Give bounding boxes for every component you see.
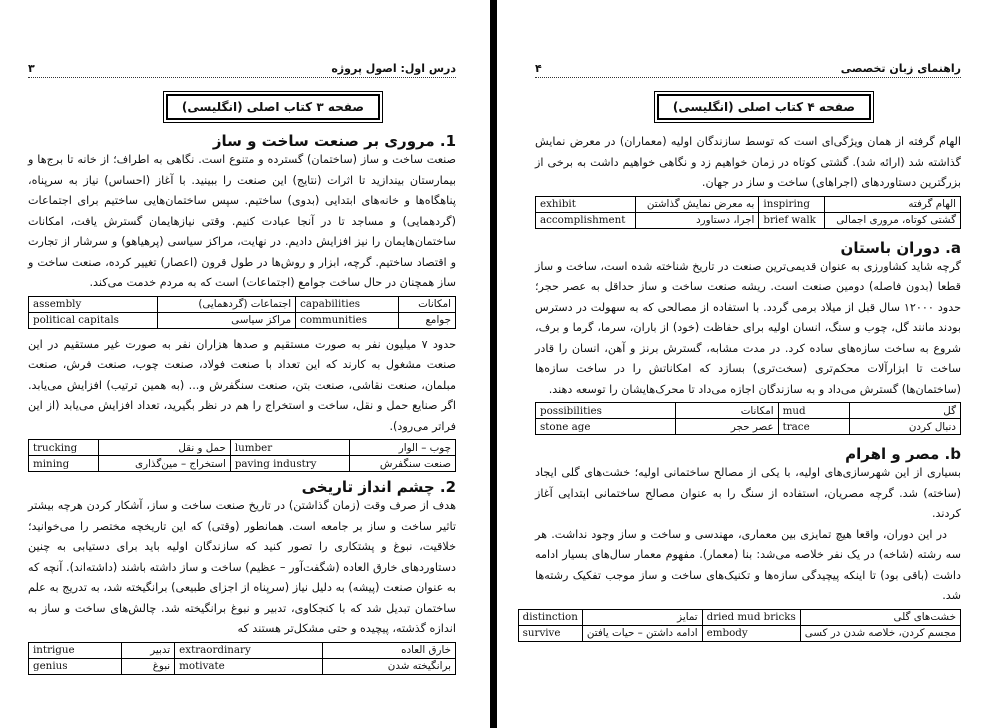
left-page <box>0 0 490 728</box>
vocab-table <box>28 296 456 329</box>
vocab-fa: تدبیر <box>122 642 175 658</box>
vocab-en: capabilities <box>296 296 399 312</box>
vocab-en: genius <box>29 658 122 674</box>
left-book-page-box: صفحه ۳ کتاب اصلی (انگلیسی) <box>166 94 380 120</box>
section-paragraph: حدود ۷ میلیون نفر به صورت مستقیم و صدها هزاران نفر به صورت غیر مستقیم در این صنعت مشغول به کارند که این تعداد با صنعت فولاد، صنعت چوب، صنعت فرش، صنعت مبلمان، صنعت نقاشی، صنعت بتن، صنعت سنگفرش و... (به همین ترتیب) افزایش می‌یابد. اگر صنایع حمل و نقل، ساخت و استخراج را هم در نظر بگیرید، تعداد افزایش می‌یابد (از این فراتر می‌رود). <box>28 337 456 433</box>
vocab-row <box>536 196 961 212</box>
vocab-en: assembly <box>29 296 158 312</box>
vocab-en: extraordinary <box>175 642 323 658</box>
vocab-fa: اجرا، دستاورد <box>635 212 758 228</box>
vocab-en: exhibit <box>536 196 636 212</box>
left-page-number: ۳ <box>28 62 35 75</box>
vocab-en: embody <box>702 625 800 641</box>
vocab-fa: نبوغ <box>122 658 175 674</box>
vocab-fa: ادامه داشتن – حیات یافتن <box>582 625 702 641</box>
vocab-fa: استخراج – مین‌گذاری <box>99 456 231 472</box>
vocab-fa: برانگیخته شدن <box>323 658 456 674</box>
page-divider <box>490 0 497 728</box>
vocab-fa: گل <box>849 403 960 419</box>
vocab-table <box>535 402 961 435</box>
vocab-row <box>29 658 456 674</box>
vocab-fa: دنبال کردن <box>849 419 960 435</box>
vocab-fa: امکانات <box>399 296 456 312</box>
vocab-en: trace <box>778 419 849 435</box>
vocab-en: distinction <box>518 609 582 625</box>
vocab-fa: صنعت سنگفرش <box>350 456 456 472</box>
vocab-row <box>29 440 456 456</box>
vocab-fa: تمایز <box>582 609 702 625</box>
vocab-fa: مراکز سیاسی <box>157 312 295 328</box>
right-content <box>522 132 961 648</box>
section-paragraph: در این دوران، واقعا هیچ تمایزی بین معماری، مهندسی و ساخت و ساز وجود نداشت. هر سه رشته (شاخه) در یک نفر خلاصه می‌شد: بنا (معمار). مفهوم معمار سال‌های بسیار ادامه داشت (باقی بود) تا اینکه پیچیدگی سازه‌ها و تکنیک‌های ساخت و ساز موجب تفکیک رشته‌ها شد. <box>535 527 961 602</box>
right-book-title: راهنمای زبان تخصصی <box>840 62 961 75</box>
left-content <box>28 132 456 681</box>
section-paragraph: هدف از صرف وقت (زمان گذاشتن) در تاریخ صنعت ساخت و ساز، آشکار کردن هرچه بیشتر تاثیر ساخت و ساز بر جامعه است. همانطور (وقتی) که این تاریخچه مختصر را می‌خوانید؛ خلاقیت، نبوغ و پشتکاری را تصور کنید که سازندگان اولیه باید برای دستیابی به چنین دستاوردهای خارق العاده (شگفت‌آور – عظیم) ساخت و ساز داشته باشند (داشته‌اند). آنچه که به عنوان صنعت (پیشه) به دلیل نیاز (سرپناه از اجزای طبیعی) برانگیخته شد، به تدریج به علم ساختمان تبدیل شد که با کنجکاوی، تدبیر و نبوغ برانگیخته شد. چالش‌های ساخت و ساز به اندازه گذشته، پیچیده و حتی مشکل‌تر هستند که <box>28 499 456 635</box>
vocab-row <box>29 642 456 658</box>
vocab-fa: اجتماعات (گردهمایی) <box>157 296 295 312</box>
vocab-fa: گشتی کوتاه، مروری اجمالی <box>824 212 960 228</box>
vocab-row <box>536 212 961 228</box>
section-heading: 1. مروری بر صنعت ساخت و ساز <box>212 132 456 150</box>
section-heading: a. دوران باستان <box>840 238 961 257</box>
vocab-fa: الهام گرفته <box>824 196 960 212</box>
vocab-fa: مجسم کردن، خلاصه شدن در کسی <box>800 625 960 641</box>
vocab-en: lumber <box>230 440 350 456</box>
right-page <box>497 0 989 728</box>
vocab-table <box>28 439 456 472</box>
vocab-row <box>29 456 456 472</box>
vocab-table <box>535 196 961 229</box>
vocab-en: possibilities <box>536 403 676 419</box>
vocab-en: paving industry <box>230 456 350 472</box>
right-page-header <box>535 62 961 78</box>
vocab-table <box>28 642 456 675</box>
intro-paragraph: الهام گرفته از همان ویژگی‌ای است که توسط سازندگان اولیه (معماران) در معرض نمایش گذاشته شد (ارائه شد). گشتی کوتاه در زمان خواهیم زد و نگاهی خواهیم داشت به برخی از بزرگترین دستاوردهای (اجراهای) ساخت و ساز در جهان. <box>535 135 961 189</box>
vocab-row <box>29 296 456 312</box>
vocab-en: mud <box>778 403 849 419</box>
vocab-en: brief walk <box>759 212 824 228</box>
left-page-header <box>28 62 456 78</box>
left-chapter-title: درس اول: اصول پروژه <box>331 62 456 75</box>
vocab-row <box>29 312 456 328</box>
section-heading: b. مصر و اهرام <box>845 445 961 463</box>
vocab-fa: حمل و نقل <box>99 440 231 456</box>
vocab-en: survive <box>518 625 582 641</box>
vocab-fa: خارق العاده <box>323 642 456 658</box>
right-page-number: ۴ <box>535 62 542 75</box>
section-paragraph: بسیاری از این شهرسازی‌های اولیه، با یکی از مصالح ساختمانی اولیه؛ خشت‌های گلی ایجاد (ساخته) شد. گرچه مصریان، استفاده از سنگ را به عنوان مصالح ساختمانی ابتدایی آغاز کردند. <box>535 466 961 520</box>
section-paragraph: صنعت ساخت و ساز (ساختمان) گسترده و متنوع است. نگاهی به اطراف؛ از خانه تا برج‌ها و بیمارستان بیندازید تا اثرات (نتایج) این صنعت را ببینید. با آغاز (احساس) نیاز به سرپناه، پناهگاه‌ها و خانه‌های ابتدایی (بدوی) ساختیم. سپس ساختمان‌هایی ساختیم برای اجتماعات (گردهمایی) و مساجد تا در آنجا عبادت کنیم. وقتی نیازهایمان گسترش یافت، امکانات ساختمان‌هایمان را نیز افزایش دادیم. در نهایت، مراکز سیاسی (پرهیاهو) و سرشار از تجارت و اقتصاد ساختیم. گرچه، ابزار و روش‌ها در طول قرون (اعصار) تغییر کرده، صنعت ساخت و ساز همچنان در حال ساخت جوامع (اجتماعات) است که به مردم خدمت می‌کند. <box>28 153 456 289</box>
vocab-en: accomplishment <box>536 212 636 228</box>
vocab-en: trucking <box>29 440 99 456</box>
vocab-fa: چوب – الوار <box>350 440 456 456</box>
vocab-en: communities <box>296 312 399 328</box>
right-book-page-box: صفحه ۴ کتاب اصلی (انگلیسی) <box>657 94 871 120</box>
vocab-en: motivate <box>175 658 323 674</box>
vocab-en: dried mud bricks <box>702 609 800 625</box>
vocab-fa: خشت‌های گلی <box>800 609 960 625</box>
vocab-row <box>518 609 960 625</box>
vocab-en: mining <box>29 456 99 472</box>
vocab-fa: جوامع <box>399 312 456 328</box>
vocab-fa: عصر حجر <box>676 419 778 435</box>
vocab-fa: به معرض نمایش گذاشتن <box>635 196 758 212</box>
vocab-en: stone age <box>536 419 676 435</box>
vocab-row <box>536 403 961 419</box>
vocab-table <box>518 609 961 642</box>
vocab-en: intrigue <box>29 642 122 658</box>
vocab-en: inspiring <box>759 196 824 212</box>
vocab-row <box>536 419 961 435</box>
vocab-row <box>518 625 960 641</box>
vocab-en: political capitals <box>29 312 158 328</box>
section-heading: 2. چشم انداز تاریخی <box>301 478 456 496</box>
vocab-fa: امکانات <box>676 403 778 419</box>
section-paragraph: گرچه شاید کشاورزی به عنوان قدیمی‌ترین صنعت در تاریخ شناخته شده است، ساخت و ساز قطعا (بدون فاصله) دومین صنعت است. ریشه صنعت ساخت و ساز حداقل به عصر حجر؛ حدود ۱۲۰۰۰ سال قبل از میلاد برمی گردد. با استفاده از مصالحی که به سهولت در دسترس بودند مانند گل، چوب و سنگ، انسان اولیه برای حفاظت (خود) از باران، سرما، گرما و برف، شروع به ساخت سازه‌های ساده کرد. در مدت مشابه، گسترش برنز و آهن، انسان را قادر ساخت تا ابزارآلات محکم‌تری (سخت‌تری) بسازد که امکاناتش را در ساخت سازه‌ها (ساختمان‌ها) گسترش می‌داد و به سازندگان اجازه می‌داد تا محرک‌هایشان را توسعه دهند. <box>535 259 961 396</box>
